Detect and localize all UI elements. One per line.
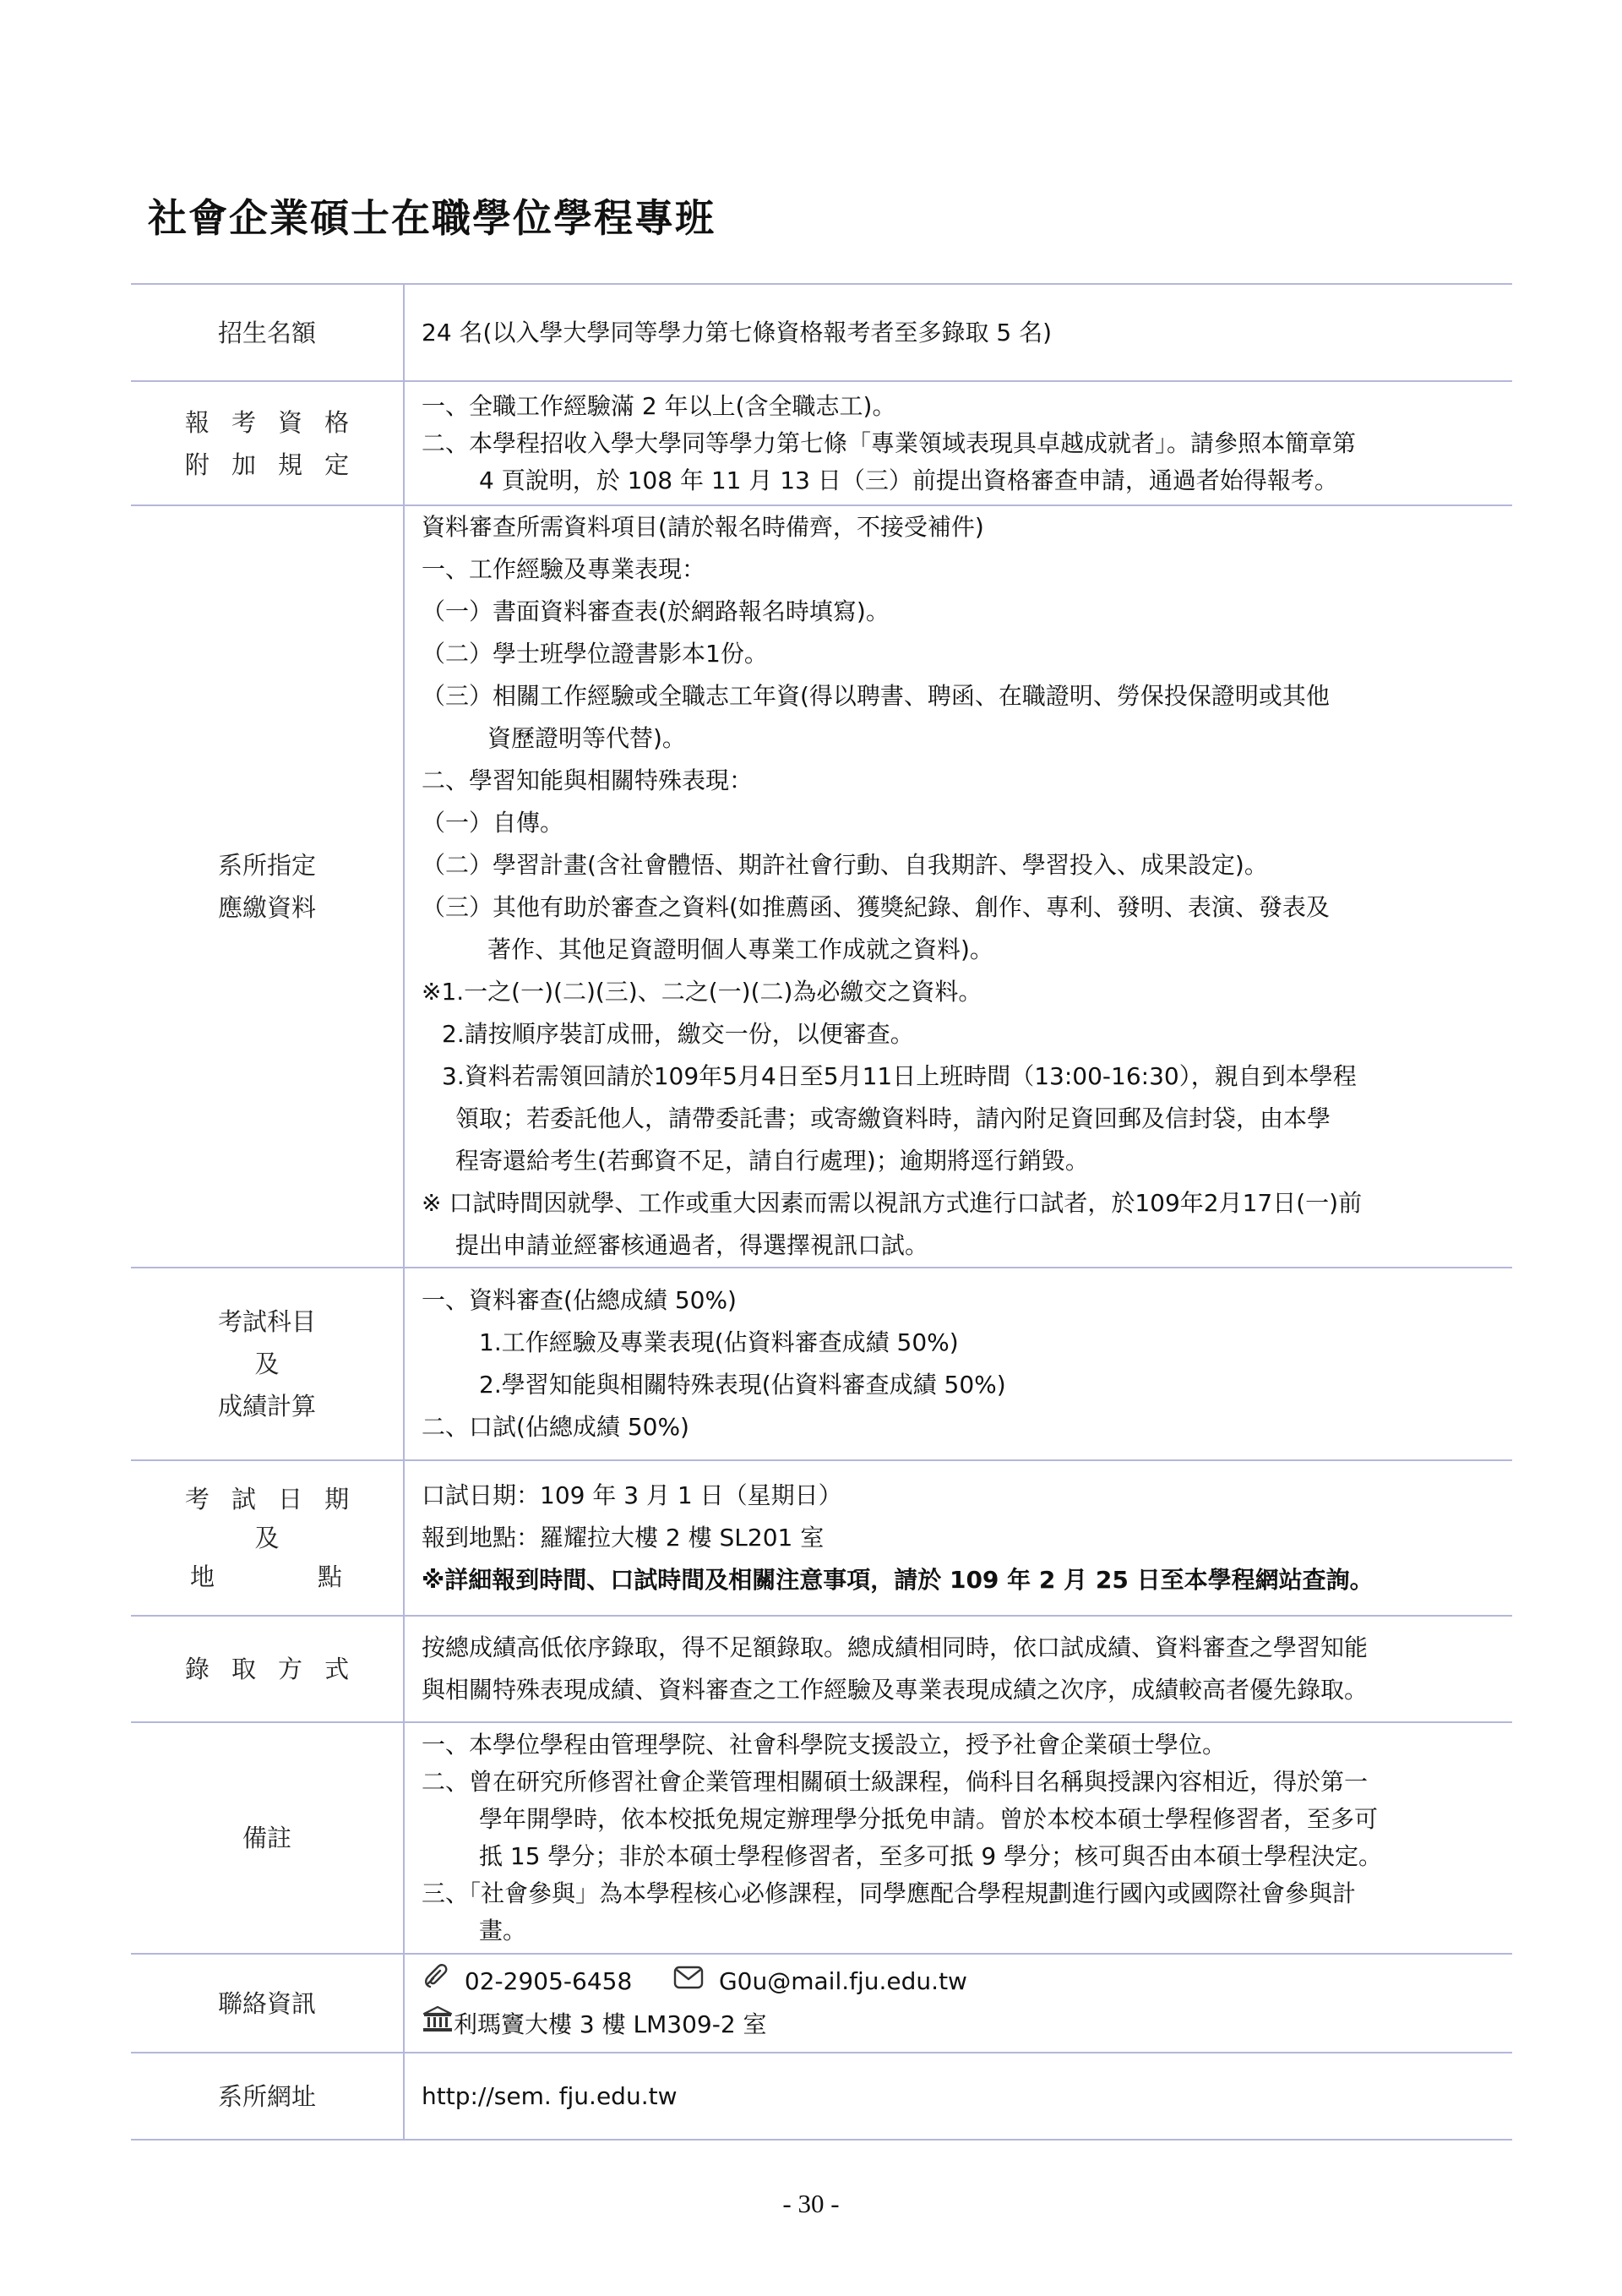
list-item: 二、曾在研究所修習社會企業管理相關碩士級課程，倘科目名稱與授課內容相近，得於第一 <box>422 1768 1369 1796</box>
content-eligibility <box>404 381 1512 505</box>
contact-line <box>422 2004 1505 2047</box>
list-item: 按總成績高低依序錄取，得不足額錄取。總成績相同時，依口試成績、資料審查之學習知能 <box>422 1633 1369 1661</box>
row-website <box>131 2053 1512 2140</box>
list-item: ※1.一之(一)(二)(三)、二之(一)(二)為必繳交之資料。 <box>422 978 982 1006</box>
row-contact <box>131 1954 1512 2053</box>
content-schedule <box>404 1460 1512 1616</box>
list-item: 資歷證明等代替)。 <box>487 724 686 752</box>
email-link[interactable]: G0u@mail.fju.edu.tw <box>718 1966 967 1995</box>
row-documents <box>131 505 1512 1268</box>
list-item: （三）其他有助於審查之資料(如推薦函、獲獎紀錄、創作、專利、發明、表演、發表及 <box>422 893 1330 921</box>
address-text: 利瑪竇大樓 3 樓 LM309-2 室 <box>454 2010 767 2038</box>
list-item: 1.工作經驗及專業表現(佔資料審查成績 50%) <box>479 1328 959 1356</box>
row-schedule <box>131 1460 1512 1616</box>
list-item: 一、工作經驗及專業表現： <box>422 555 706 583</box>
list-item: 程寄還給考生(若郵資不足，請自行處理)；逾期將逕行銷毀。 <box>455 1147 1089 1175</box>
label-subjects: 考試科目 及 成績計算 <box>131 1268 404 1460</box>
list-item: 二、本學程招收入學大學同等學力第七條「專業領域表現具卓越成就者」。請參照本簡章第 <box>422 428 1357 457</box>
list-item: 一、資料審查(佔總成績 50%) <box>422 1286 737 1314</box>
notice-text: ※詳細報到時間、口試時間及相關注意事項，請於 109 年 2 月 25 日至本學程網站查詢。 <box>422 1566 1374 1594</box>
list-item: 口試日期：109 年 3 月 1 日（星期日） <box>422 1481 842 1509</box>
content-subjects <box>404 1268 1512 1460</box>
label-quota: 招生名額 <box>131 284 404 381</box>
list-item: （一）自傳。 <box>422 809 564 837</box>
list-item: 畫。 <box>479 1917 527 1944</box>
list-item: 抵 15 學分；非於本碩士學程修習者，至多可抵 9 學分；核可與否由本碩士學程決定。 <box>479 1842 1383 1870</box>
list-item: 學年開學時，依本校抵免規定辦理學分抵免申請。曾於本校本碩士學程修習者，至多可 <box>479 1805 1379 1833</box>
label-documents: 系所指定 應繳資料 <box>131 505 404 1268</box>
page-number: - 30 - <box>782 2189 840 2218</box>
label-notes: 備註 <box>131 1722 404 1954</box>
list-item: 2.學習知能與相關特殊表現(佔資料審查成績 50%) <box>479 1371 1006 1399</box>
list-item: （一）書面資料審查表(於網路報名時填寫)。 <box>422 597 890 625</box>
list-item: 二、口試(佔總成績 50%) <box>422 1413 689 1441</box>
content-website <box>404 2053 1512 2140</box>
content-contact <box>404 1954 1512 2053</box>
label-website: 系所網址 <box>131 2053 404 2140</box>
building-icon <box>422 2004 454 2047</box>
page-title: 社會企業碩士在職學位學程專班 <box>148 195 716 241</box>
label-eligibility: 報考資格 附加規定 <box>131 381 404 505</box>
label-contact: 聯絡資訊 <box>131 1954 404 2053</box>
list-item: （二）學士班學位證書影本1份。 <box>422 640 768 668</box>
list-item: 三、「社會參與」為本學程核心必修課程，同學應配合學程規劃進行國內或國際社會參與計 <box>422 1879 1357 1907</box>
list-item: 一、全職工作經驗滿 2 年以上(含全職志工)。 <box>422 391 896 420</box>
list-item: 報到地點：羅耀拉大樓 2 樓 SL201 室 <box>422 1524 825 1552</box>
list-item: 二、學習知能與相關特殊表現： <box>422 766 754 794</box>
row-quota <box>131 284 1512 381</box>
list-item: 提出申請並經審核通過者，得選擇視訊口試。 <box>455 1231 929 1259</box>
label-admission: 錄取方式 <box>131 1616 404 1722</box>
list-item: 領取；若委託他人，請帶委託書；或寄繳資料時，請內附足資回郵及信封袋，由本學 <box>455 1104 1331 1132</box>
row-notes <box>131 1722 1512 1954</box>
program-info-table <box>131 283 1512 2141</box>
list-item: （二）學習計畫(含社會體悟、期許社會行動、自我期許、學習投入、成果設定)。 <box>422 851 1268 879</box>
list-item: 資料審查所需資料項目(請於報名時備齊，不接受補件) <box>422 513 984 541</box>
list-item: 3.資料若需領回請於109年5月4日至5月11日上班時間（13:00-16:30），親自到本學程 <box>442 1062 1357 1090</box>
label-schedule: 考試日期 及 地 點 <box>131 1460 404 1616</box>
list-item: 著作、其他足資證明個人專業工作成就之資料)。 <box>487 935 993 963</box>
content-notes <box>404 1722 1512 1954</box>
list-item: 2.請按順序裝訂成冊，繳交一份，以便審查。 <box>442 1020 914 1048</box>
row-subjects <box>131 1268 1512 1460</box>
mail-icon <box>672 1961 705 2004</box>
content-quota: 24 名(以入學大學同等學力第七條資格報考者至多錄取 5 名) <box>404 284 1512 381</box>
contact-line <box>422 1961 1505 2004</box>
list-item: 4 頁說明，於 108 年 11 月 13 日（三）前提出資格審查申請，通過者始得報考。 <box>479 466 1338 494</box>
row-eligibility <box>131 381 1512 505</box>
phone-icon <box>422 1961 450 2004</box>
website-link[interactable]: http://sem. fju.edu.tw <box>422 2081 678 2110</box>
list-item: （三）相關工作經驗或全職志工年資(得以聘書、聘函、在職證明、勞保投保證明或其他 <box>422 682 1330 710</box>
list-item: ※ 口試時間因就學、工作或重大因素而需以視訊方式進行口試者，於109年2月17日(一)前 <box>422 1189 1363 1217</box>
list-item: 一、本學位學程由管理學院、社會科學院支援設立，授予社會企業碩士學位。 <box>422 1731 1227 1759</box>
content-admission <box>404 1616 1512 1722</box>
row-admission <box>131 1616 1512 1722</box>
content-documents <box>404 505 1512 1268</box>
list-item: 與相關特殊表現成績、資料審查之工作經驗及專業表現成績之次序，成績較高者優先錄取。 <box>422 1676 1369 1704</box>
phone-number[interactable]: 02-2905-6458 <box>464 1966 633 1995</box>
